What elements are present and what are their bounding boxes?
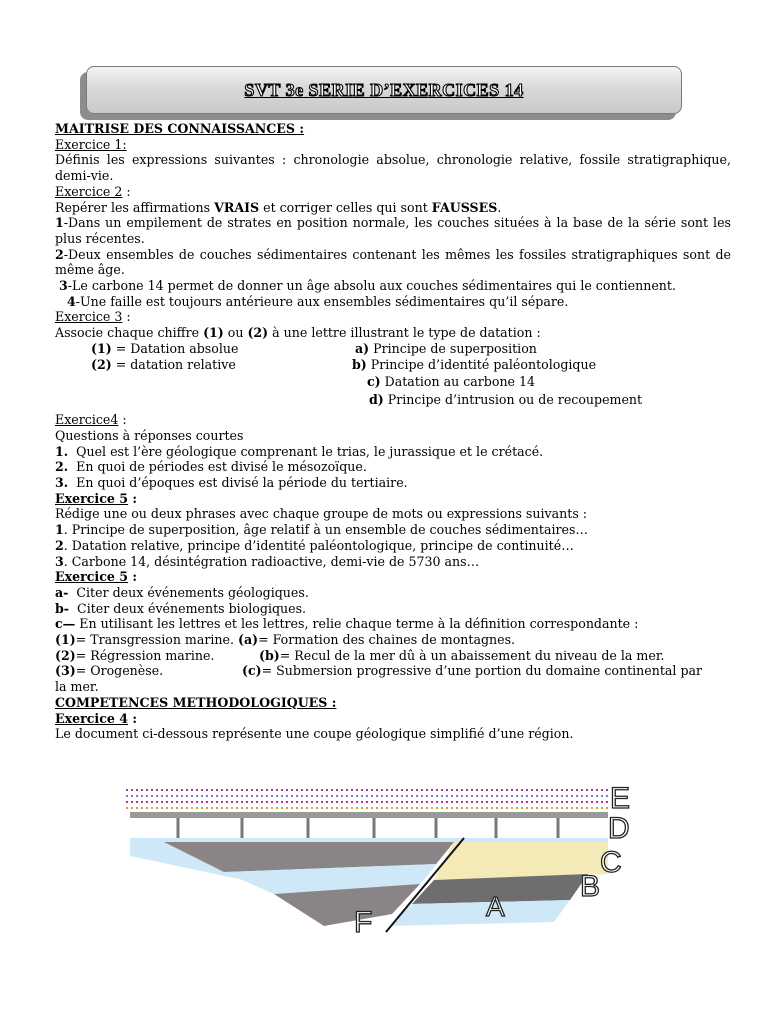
- label-f: F: [354, 906, 373, 934]
- item-key: a-: [55, 584, 69, 600]
- heading-colon: :: [128, 710, 138, 726]
- page-title: SVT 3e SERIE D’EXERCICES 14: [244, 79, 524, 100]
- exercise-2-title: Exercice 2: [55, 183, 123, 199]
- heading-colon: :: [122, 309, 131, 325]
- item-number: 4: [67, 293, 76, 309]
- choice-text: Principe d’identité paléontologique: [366, 356, 597, 372]
- exercise-5b-heading: [55, 569, 731, 585]
- left-choice-1: [91, 341, 238, 357]
- item-text: . Carbone 14, désintégration radioactive, demi-vie de 5730 ans…: [63, 553, 480, 569]
- item-text: En quoi d’époques est divisé la période du tertiaire.: [76, 475, 408, 491]
- term-3: [55, 663, 163, 679]
- exercise-3-title: Exercice 3: [55, 309, 123, 325]
- item-text: Quel est l’ère géologique comprenant le trias, le jurassique et le crétacé.: [76, 443, 544, 459]
- exercise-5b-item-a: [55, 585, 731, 601]
- exercise-5-item-1: [55, 522, 731, 538]
- intro-text: à une lettre illustrant le type de datation :: [268, 325, 541, 341]
- exercise-5b-item-c: [55, 616, 731, 632]
- heading-colon: :: [122, 183, 131, 199]
- term-text: = Transgression marine.: [75, 632, 238, 648]
- item-number: 1: [55, 522, 64, 538]
- label-b: B: [580, 870, 601, 903]
- term-text: = Orogenèse.: [75, 663, 164, 679]
- choice-key: (2): [91, 356, 112, 372]
- exercise-4-title: Exercice4: [55, 412, 119, 428]
- label-c: C: [600, 846, 622, 879]
- choice-text: = Datation absolue: [111, 340, 239, 356]
- heading-colon: :: [118, 412, 127, 428]
- item-text: En quoi de périodes est divisé le mésozoïque.: [76, 459, 367, 475]
- item-text: . Principe de superposition, âge relatif à un ensemble de couches sédimentaires…: [63, 522, 589, 538]
- item-number: 1: [55, 215, 64, 231]
- label-d: D: [608, 812, 630, 845]
- exercise-4b-title: Exercice 4: [55, 710, 129, 726]
- exercise-2-item-2: [55, 247, 731, 278]
- keyword-fausses: FAUSSES: [431, 199, 498, 215]
- choice-key: (1): [91, 340, 112, 356]
- intro-text: .: [497, 199, 502, 215]
- item-text: En utilisant les lettres et les lettres, relie chaque terme à la définition correspondante :: [75, 616, 639, 632]
- geological-cross-section: [124, 776, 644, 934]
- exercise-2-item-3: [55, 278, 731, 294]
- exercise-2-intro: [55, 200, 731, 216]
- right-choice-c: [367, 374, 535, 390]
- pairing-row-3-continuation: la mer.: [55, 679, 99, 695]
- term-text: = Régression marine.: [75, 647, 215, 663]
- term-1: [55, 632, 515, 648]
- exercise-1-heading: [55, 137, 731, 153]
- exercise-1-text: Définis les expressions suivantes : chronologie absolue, chronologie relative, fossile stratigraphique, demi-vie.: [55, 152, 731, 184]
- section-heading-knowledge: MAITRISE DES CONNAISSANCES :: [55, 121, 305, 136]
- item-number: 3: [59, 278, 68, 294]
- left-choice-2: [91, 357, 236, 373]
- definition-key: (b): [259, 647, 280, 663]
- exercise-4-item-1: [55, 444, 731, 460]
- item-number: 2: [55, 537, 64, 553]
- keyword-vrais: VRAIS: [214, 199, 260, 215]
- exercise-5-title: Exercice 5: [55, 490, 129, 506]
- definition-c: [242, 663, 702, 679]
- item-text: Citer deux événements géologiques.: [68, 584, 309, 600]
- exercise-3-intro: [55, 325, 731, 341]
- exercise-4-item-2: [55, 459, 731, 475]
- item-number: 1.: [55, 443, 69, 459]
- pairing-row-3: [55, 663, 731, 679]
- item-number: 3.: [55, 475, 69, 491]
- item-number: 2.: [55, 459, 69, 475]
- key-2: (2): [247, 325, 269, 341]
- exercise-5b-title: Exercice 5: [55, 569, 129, 585]
- item-text: Citer deux événements biologiques.: [69, 600, 307, 616]
- pairing-row-2: [55, 648, 731, 664]
- heading-colon: :: [128, 490, 138, 506]
- choice-text: = datation relative: [111, 356, 236, 372]
- matching-row-2: [55, 357, 731, 373]
- exercise-5b-item-b: [55, 601, 731, 617]
- exercise-5-item-2: [55, 538, 731, 554]
- item-text: -Une faille est toujours antérieure aux ensembles sédimentaires qu’il sépare.: [75, 293, 569, 309]
- matching-row-3: [55, 372, 731, 390]
- exercise-4b-text: Le document ci-dessous représente une coupe géologique simplifié d’une région.: [55, 726, 574, 742]
- choice-key: b): [352, 356, 367, 372]
- term-key: (3): [55, 663, 76, 679]
- matching-row-4: [55, 390, 731, 412]
- heading-colon: :: [128, 569, 138, 585]
- choice-key: c): [367, 374, 381, 390]
- choice-key: d): [369, 392, 384, 408]
- exercise-2-item-1: [55, 215, 731, 246]
- title-banner: [86, 66, 682, 114]
- choice-key: a): [355, 340, 370, 356]
- choice-text: Principe d’intrusion ou de recoupement: [383, 392, 643, 408]
- exercise-4-heading: [55, 412, 731, 428]
- term-2: [55, 648, 214, 664]
- term-key: (2): [55, 647, 76, 663]
- intro-text: et corriger celles qui sont: [259, 199, 432, 215]
- item-text: -Dans un empilement de strates en position normale, les couches situées à la base de la série sont les plus récentes.: [55, 215, 731, 246]
- definition-text: = Submersion progressive d’une portion du domaine continental par: [261, 663, 703, 679]
- exercise-4-item-3: [55, 475, 731, 491]
- choice-text: Principe de superposition: [369, 340, 537, 356]
- exercise-4b-heading: [55, 711, 731, 727]
- label-a: A: [486, 891, 505, 922]
- definition-key: (a): [238, 632, 259, 648]
- pairing-row-1: [55, 632, 731, 648]
- intro-text: ou: [223, 325, 248, 341]
- definition-b: [259, 648, 664, 664]
- document-body: [55, 121, 731, 742]
- intro-text: Associe chaque chiffre: [55, 325, 204, 341]
- definition-text: = Recul de la mer dû à un abaissement du niveau de la mer.: [279, 647, 665, 663]
- right-choice-a: [355, 341, 537, 357]
- choice-text: Datation au carbone 14: [380, 374, 536, 390]
- right-choice-b: [352, 357, 596, 373]
- term-key: (1): [55, 632, 76, 648]
- section-heading-methodology: COMPETENCES METHODOLOGIQUES :: [55, 694, 337, 710]
- key-1: (1): [203, 325, 224, 341]
- item-key: c—: [55, 616, 76, 632]
- item-number: 3: [55, 553, 64, 569]
- exercise-5-intro: Rédige une ou deux phrases avec chaque groupe de mots ou expressions suivants :: [55, 506, 588, 522]
- matching-row-1: [55, 341, 731, 357]
- exercise-2-item-4: [55, 294, 731, 310]
- definition-text: = Formation des chaines de montagnes.: [258, 632, 516, 648]
- exercise-5-item-3: [55, 554, 731, 570]
- exercise-2-heading: [55, 184, 731, 200]
- item-key: b-: [55, 600, 70, 616]
- label-e: E: [610, 782, 631, 815]
- item-number: 2: [55, 246, 64, 262]
- item-text: . Datation relative, principe d’identité paléontologique, principe de continuité…: [63, 537, 574, 553]
- exercise-5-heading: [55, 491, 731, 507]
- exercise-4-intro: Questions à réponses courtes: [55, 427, 244, 443]
- right-choice-d: [369, 392, 642, 408]
- intro-text: Repérer les affirmations: [55, 199, 215, 215]
- item-text: -Deux ensembles de couches sédimentaires contenant les mêmes les fossiles stratigraphiques sont de même âge.: [55, 246, 731, 278]
- definition-key: (c): [242, 663, 262, 679]
- exercise-3-heading: [55, 309, 731, 325]
- item-text: -Le carbone 14 permet de donner un âge absolu aux couches sédimentaires qui le contiennent.: [67, 278, 676, 294]
- exercise-1-title: Exercice 1:: [55, 136, 127, 152]
